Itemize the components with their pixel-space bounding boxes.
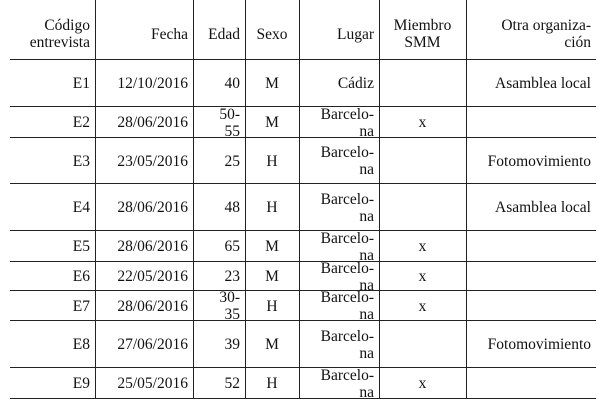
header-edad xyxy=(195,26,240,43)
column-rule xyxy=(466,0,467,398)
cell-edad-line: 23 xyxy=(224,268,240,285)
cell-otra-organizacion-line: Fotomovimiento xyxy=(487,336,591,353)
cell-codigo xyxy=(12,153,90,170)
cell-lugar-line: Barcelo- xyxy=(320,229,374,247)
cell-edad-line: 39 xyxy=(224,336,240,353)
cell-codigo-line: E4 xyxy=(72,199,90,216)
cell-sexo-line: M xyxy=(265,75,279,92)
header-otra-organizacion xyxy=(468,17,591,51)
cell-edad-line: 52 xyxy=(224,375,240,392)
cell-codigo xyxy=(12,114,90,131)
cell-edad-line: 50- xyxy=(219,105,240,123)
cell-edad-line: 35 xyxy=(224,306,240,323)
cell-lugar xyxy=(301,75,374,92)
cell-codigo-line: E9 xyxy=(72,375,90,392)
cell-codigo-line: E5 xyxy=(72,238,90,255)
cell-sexo-line: H xyxy=(266,375,278,392)
column-rule xyxy=(193,0,194,398)
header-otra-organizacion-line: Otra organiza- xyxy=(501,17,591,34)
cell-sexo xyxy=(245,298,299,315)
cell-codigo xyxy=(12,375,90,392)
cell-lugar xyxy=(301,367,374,401)
cell-lugar-line: Barcelo- xyxy=(320,105,374,123)
cell-lugar-line: na xyxy=(359,344,374,362)
cell-fecha xyxy=(97,114,188,131)
cell-edad-line: 30- xyxy=(219,289,240,306)
cell-lugar-line: Barcelo- xyxy=(320,366,374,384)
cell-lugar xyxy=(301,328,374,362)
cell-sexo-line: M xyxy=(265,336,279,353)
header-miembro-smm-line: Miembro xyxy=(393,17,452,34)
cell-edad-line: 25 xyxy=(224,152,240,170)
cell-sexo-line: H xyxy=(266,199,278,216)
column-rule xyxy=(95,0,96,398)
cell-codigo xyxy=(12,238,90,255)
cell-sexo xyxy=(245,75,299,92)
cell-lugar xyxy=(301,230,374,264)
cell-miembro-smm-line: x xyxy=(418,268,427,285)
cell-fecha-line: 22/05/2016 xyxy=(117,268,188,285)
cell-sexo xyxy=(245,268,299,285)
cell-edad xyxy=(195,153,240,170)
header-lugar xyxy=(301,26,374,43)
cell-lugar-line: Cádiz xyxy=(337,75,374,92)
cell-lugar-line: na xyxy=(359,276,374,294)
cell-edad xyxy=(195,199,240,216)
header-lugar-line: Lugar xyxy=(336,25,374,43)
interview-table xyxy=(10,0,596,408)
cell-codigo xyxy=(12,199,90,216)
cell-fecha xyxy=(97,336,188,353)
cell-fecha xyxy=(97,199,188,216)
cell-fecha-line: 28/06/2016 xyxy=(117,297,188,315)
cell-fecha xyxy=(97,375,188,392)
cell-lugar-line: na xyxy=(359,122,374,140)
cell-fecha-line: 28/06/2016 xyxy=(117,114,188,131)
cell-otra-organizacion-line: Asamblea local xyxy=(495,75,591,92)
cell-edad xyxy=(195,336,240,353)
cell-edad-line: 65 xyxy=(224,238,240,255)
cell-lugar xyxy=(301,191,374,225)
cell-sexo-line: H xyxy=(266,297,278,315)
cell-miembro-smm xyxy=(379,268,466,285)
cell-lugar-line: Barcelo- xyxy=(320,144,374,161)
cell-fecha xyxy=(97,153,188,170)
header-edad-line: Edad xyxy=(208,25,240,43)
cell-sexo xyxy=(245,114,299,131)
column-rule xyxy=(379,0,380,398)
cell-lugar-line: na xyxy=(359,383,374,401)
cell-sexo-line: M xyxy=(265,238,279,255)
cell-codigo xyxy=(12,268,90,285)
header-sexo-line: Sexo xyxy=(256,25,288,43)
cell-codigo-line: E7 xyxy=(72,297,90,315)
header-miembro-smm-line: SMM xyxy=(404,34,441,51)
cell-fecha xyxy=(97,75,188,92)
cell-otra-organizacion xyxy=(468,199,591,216)
cell-lugar-line: na xyxy=(359,207,374,225)
cell-edad xyxy=(195,238,240,255)
cell-lugar xyxy=(301,106,374,140)
cell-miembro-smm-line: x xyxy=(418,297,427,315)
cell-codigo-line: E1 xyxy=(72,75,90,92)
header-fecha xyxy=(97,26,188,43)
cell-miembro-smm xyxy=(379,238,466,255)
cell-miembro-smm-line: x xyxy=(418,238,427,255)
cell-sexo xyxy=(245,199,299,216)
header-codigo xyxy=(12,17,90,51)
cell-otra-organizacion xyxy=(468,75,591,92)
cell-codigo xyxy=(12,298,90,315)
column-rule xyxy=(299,0,300,398)
cell-otra-organizacion xyxy=(468,336,591,353)
cell-miembro-smm-line: x xyxy=(418,114,427,131)
cell-edad-line: 55 xyxy=(224,122,240,140)
cell-miembro-smm xyxy=(379,375,466,392)
header-fecha-line: Fecha xyxy=(150,25,188,43)
cell-lugar xyxy=(301,144,374,178)
cell-miembro-smm-line: x xyxy=(418,375,427,392)
cell-lugar-line: Barcelo- xyxy=(320,289,374,306)
cell-lugar-line: na xyxy=(359,161,374,178)
cell-sexo-line: H xyxy=(266,152,278,170)
cell-codigo xyxy=(12,75,90,92)
header-miembro-smm xyxy=(379,17,466,51)
cell-lugar-line: Barcelo- xyxy=(320,327,374,345)
cell-otra-organizacion xyxy=(468,153,591,170)
cell-edad xyxy=(195,268,240,285)
cell-otra-organizacion-line: Asamblea local xyxy=(495,199,591,216)
cell-lugar-line: Barcelo- xyxy=(320,190,374,208)
cell-sexo xyxy=(245,153,299,170)
cell-fecha-line: 25/05/2016 xyxy=(117,375,188,392)
cell-lugar-line: na xyxy=(359,246,374,264)
cell-edad xyxy=(195,75,240,92)
cell-sexo xyxy=(245,375,299,392)
cell-fecha-line: 28/06/2016 xyxy=(117,238,188,255)
cell-edad-line: 40 xyxy=(224,75,240,92)
row-rule xyxy=(10,183,596,184)
cell-sexo-line: M xyxy=(265,268,279,285)
cell-edad xyxy=(195,289,240,323)
cell-fecha xyxy=(97,298,188,315)
cell-codigo-line: E3 xyxy=(72,152,90,170)
cell-codigo-line: E2 xyxy=(72,114,90,131)
cell-otra-organizacion-line: Fotomovimiento xyxy=(487,152,591,170)
cell-codigo-line: E6 xyxy=(72,268,90,285)
cell-codigo xyxy=(12,336,90,353)
cell-fecha-line: 23/05/2016 xyxy=(117,152,188,170)
header-codigo-line: Código xyxy=(44,17,90,34)
cell-lugar-line: na xyxy=(359,306,374,323)
cell-edad xyxy=(195,375,240,392)
cell-edad-line: 48 xyxy=(224,199,240,216)
header-codigo-line: entrevista xyxy=(29,34,90,51)
cell-sexo-line: M xyxy=(265,114,279,131)
cell-miembro-smm xyxy=(379,298,466,315)
cell-fecha-line: 28/06/2016 xyxy=(117,199,188,216)
cell-lugar-line: Barcelo- xyxy=(320,259,374,277)
header-rule xyxy=(10,59,596,60)
header-otra-organizacion-line: ción xyxy=(564,34,591,51)
cell-fecha xyxy=(97,238,188,255)
cell-codigo-line: E8 xyxy=(72,336,90,353)
cell-edad xyxy=(195,106,240,140)
cell-fecha-line: 12/10/2016 xyxy=(117,75,188,92)
cell-lugar xyxy=(301,289,374,323)
cell-fecha xyxy=(97,268,188,285)
cell-sexo xyxy=(245,238,299,255)
cell-fecha-line: 27/06/2016 xyxy=(117,336,188,353)
cell-miembro-smm xyxy=(379,114,466,131)
header-sexo xyxy=(245,26,299,43)
cell-sexo xyxy=(245,336,299,353)
